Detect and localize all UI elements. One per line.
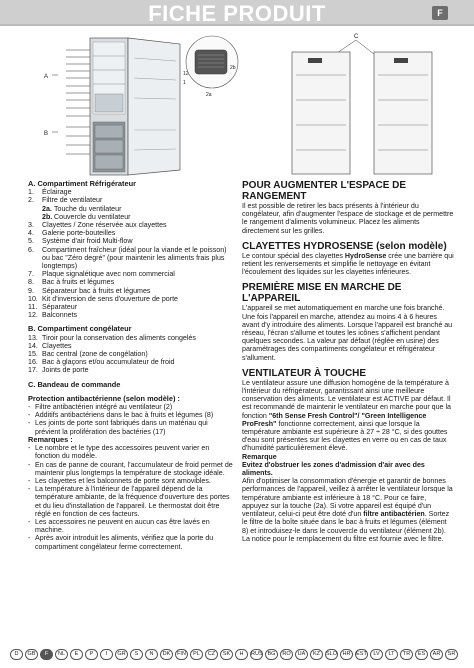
label-12: 12 bbox=[183, 71, 189, 77]
language-pill: EST bbox=[355, 649, 368, 660]
language-pill: DK bbox=[160, 649, 173, 660]
language-pill: ES bbox=[415, 649, 428, 660]
language-pill: GB bbox=[25, 649, 38, 660]
list-item: 4. Galerie porte-bouteilles bbox=[28, 229, 116, 238]
label-a: A bbox=[44, 74, 49, 80]
language-pill: E bbox=[70, 649, 83, 660]
label-2a: 2a bbox=[206, 92, 212, 98]
language-pill: CZ bbox=[205, 649, 218, 660]
list-item: 1. Éclairage bbox=[28, 188, 72, 197]
section-a-title: A. Compartiment Réfrigérateur bbox=[28, 179, 137, 188]
list-item: 15. Bac central (zone de congélation) bbox=[28, 350, 148, 359]
list-item: 8. Bac à fruits et légumes bbox=[28, 278, 115, 287]
section-b-title: B. Compartiment congélateur bbox=[28, 324, 132, 334]
list-item: 17. Joints de porte bbox=[28, 366, 89, 375]
language-pill: TR bbox=[400, 649, 413, 660]
list-subitem: 2b. Couvercle du ventilateur bbox=[42, 212, 131, 221]
section-c-title: C. Bandeau de commande bbox=[28, 379, 121, 389]
fridge-diagram bbox=[30, 30, 245, 180]
fan-title: VENTILATEUR À TOUCHE bbox=[242, 367, 367, 379]
language-pill: SLO bbox=[325, 649, 338, 660]
language-pill: RUS bbox=[250, 649, 263, 660]
hydrosense-text: Le contour spécial des clayettes HydroSense crée une barrière qui retient les renversements et simplifie le nettoyage en évitant l'écoulement des liquides sur les clayettes inférieures. bbox=[242, 251, 454, 277]
language-pill: S bbox=[130, 649, 143, 660]
label-b: B bbox=[44, 131, 49, 137]
list-subitem: 2a. Touche du ventilateur bbox=[42, 204, 122, 213]
list-item: 2. Filtre de ventilateur bbox=[28, 196, 103, 205]
language-pill: I bbox=[100, 649, 113, 660]
language-pill: GR bbox=[115, 649, 128, 660]
remarks-title: Remarques : bbox=[28, 434, 73, 444]
language-pill: KZ bbox=[310, 649, 323, 660]
list-item: 13. Tiroir pour la conservation des aliments congelés bbox=[28, 333, 196, 342]
label-c: C bbox=[354, 34, 359, 40]
storage-text: Il est possible de retirer les bacs présents à l'intérieur du congélateur, afin d'augmenter l'espace de stockage et de permettre le rangement d'aliments volumineux. Placez les aliments directement sur les grilles. bbox=[242, 202, 454, 235]
fan-filter-text: Afin d'optimiser la consommation d'énergie et garantir de bonnes performances de l'appareil, veillez à arrêter le ventilateur lorsque la température ambiante est inférieure à 18 °C. Pour ce faire, appuyez sur la touche (2a). Si votre appareil est équipé d'un ventilateur, celui-ci peut être doté d'un filtre antibactérien. Sortez le filtre de la boîte située dans le bac à fruits et légumes (élément 8) et introduisez-le dans le couvercle du ventilateur (élément 2b). La notice pour le remplacement du filtre est fournie avec le filtre. bbox=[242, 477, 453, 543]
language-bar bbox=[10, 647, 464, 661]
first-start-text: L'appareil se met automatiquement en marche une fois branché. Une fois l'appareil en marche, attendez au moins 4 à 6 heures avant d'y introduire des aliments. Lorsque l'appareil est branché au réseau, l'écran s'allume et toutes les icônes s'affichent pendant quelques secondes. La valeur par défaut (réglée en usine) des paramétrages des compartiments congélateur et réfrigérateur s'allument. bbox=[242, 304, 453, 362]
storage-title: POUR AUGMENTER L'ESPACE DE RANGEMENT bbox=[242, 180, 407, 202]
language-pill: BG bbox=[265, 649, 278, 660]
hydrosense-title: CLAYETTES HYDROSENSE (selon modèle) bbox=[242, 240, 447, 252]
language-pill: H bbox=[235, 649, 248, 660]
language-pill: LT bbox=[385, 649, 398, 660]
list-item: 3. Clayettes / Zone réservée aux clayettes bbox=[28, 221, 167, 230]
remark-item: - En cas de panne de courant, l'accumulateur de froid permet de maintenir plus longtemps la température de stockage idéale. bbox=[28, 460, 233, 477]
list-item: 16. Bac à glaçons et/ou accumulateur de froid bbox=[28, 358, 175, 367]
fan-text: Le ventilateur assure une diffusion homogène de la température à l'intérieur du réfrigérateur, garantissant ainsi une meilleure conservation des aliments. Le ventilateur est ACTIVE par défaut. Il est recommandé de maintenir le ventilateur en marche pour que la fonction "6th Sense Fresh Control"/ "Green Intelligence ProFresh" fonctionne correctement, ainsi que lorsque la température ambiante est supérieure à 27 ÷ 28 °C, si des gouttes d'eau sont présentes sur les clayettes en verre ou en cas de taux d'humidité particulièrement élevé. bbox=[242, 378, 451, 453]
language-pill: UA bbox=[295, 649, 308, 660]
left-column bbox=[28, 180, 233, 551]
first-start-title: PREMIÈRE MISE EN MARCHE DE L'APPAREIL bbox=[242, 282, 402, 305]
language-pill: NL bbox=[55, 649, 68, 660]
language-pill: N bbox=[145, 649, 158, 660]
list-item: 6. Compartiment fraîcheur (idéal pour la viande et le poisson) ou bac "Zéro degré" (pour maintenir les aliments frais plus longtemps) bbox=[28, 245, 227, 271]
language-pill: P bbox=[85, 649, 98, 660]
language-pill: PL bbox=[190, 649, 203, 660]
language-pill: AR bbox=[430, 649, 443, 660]
remark-item: - La température à l'intérieur de l'appareil dépend de la température ambiante, de la fréquence d'ouverture des portes et du lieu d'installation de l'appareil. Le thermostat doit être réglé en fonction de ces facteurs. bbox=[28, 485, 230, 518]
language-badge: F bbox=[432, 6, 448, 20]
fan-remark-text: Evitez d'obstruer les zones d'admission d'air avec des aliments. bbox=[242, 460, 425, 478]
list-item: 7. Plaque signalétique avec nom commercial bbox=[28, 270, 175, 279]
language-pill: D bbox=[10, 649, 23, 660]
protection-item: - Additifs antibactériens dans le bac à fruits et légumes (8) bbox=[28, 411, 214, 420]
remark-item: - Après avoir introduit les aliments, vérifiez que la porte du compartiment congélateur ferme correctement. bbox=[28, 534, 214, 551]
right-column bbox=[242, 180, 454, 543]
list-item: 11. Séparateur bbox=[28, 303, 78, 312]
list-item: 10. Kit d'inversion de sens d'ouverture de porte bbox=[28, 294, 178, 303]
label-1: 1 bbox=[183, 80, 186, 86]
label-2b: 2b bbox=[230, 65, 236, 71]
page-title: FICHE PRODUIT bbox=[148, 1, 326, 26]
language-pill: SK bbox=[220, 649, 233, 660]
protection-title: Protection antibactérienne (selon modèle) : bbox=[28, 393, 180, 403]
language-pill: LV bbox=[370, 649, 383, 660]
language-pill: FIN bbox=[175, 649, 188, 660]
list-item: 12. Balconnets bbox=[28, 311, 78, 320]
remark-item: - Les clayettes et les balconnets de porte sont amovibles. bbox=[28, 476, 211, 485]
protection-item: - Filtre antibactérien intégré au ventilateur (2) bbox=[28, 403, 173, 412]
doors-diagram bbox=[284, 30, 444, 180]
list-item: 9. Séparateur bac à fruits et légumes bbox=[28, 286, 151, 295]
list-item: 14. Clayettes bbox=[28, 341, 72, 350]
remark-item: - Les accessoires ne peuvent en aucun cas être lavés en machine. bbox=[28, 517, 210, 535]
language-pill: SR bbox=[445, 649, 458, 660]
protection-item: - Les joints de porte sont fabriqués dans un matériau qui prévient la prolifération des bactéries (17) bbox=[28, 419, 208, 436]
language-pill: HR bbox=[340, 649, 353, 660]
fan-remark-title: Remarque bbox=[242, 452, 277, 461]
language-pill: F bbox=[40, 649, 53, 660]
page-header bbox=[0, 0, 474, 26]
list-item: 5. Système d'air froid Multi-flow bbox=[28, 237, 133, 246]
language-pill: RO bbox=[280, 649, 293, 660]
remark-item: - Le nombre et le type des accessoires peuvent varier en fonction du modèle. bbox=[28, 444, 210, 461]
